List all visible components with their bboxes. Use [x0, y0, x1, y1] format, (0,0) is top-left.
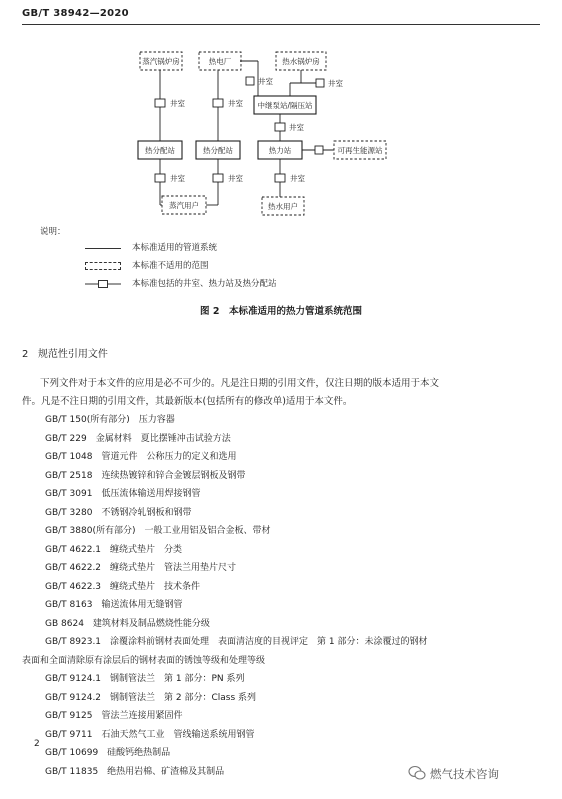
- well-label: 井室: [290, 174, 305, 183]
- well-label: 井室: [228, 174, 243, 183]
- watermark-text: 燃气技术咨询: [430, 767, 499, 781]
- figure-caption: 图 2 本标准适用的热力管道系统范围: [200, 306, 362, 317]
- node-heat-station-label: 热力站: [268, 146, 292, 155]
- legend-item-label: 本标准适用的管道系统: [132, 243, 218, 253]
- reference-title: 绝热用岩棉、矿渣棉及其制品: [107, 766, 225, 777]
- wechat-icon: [408, 765, 426, 781]
- reference-title: 硅酸钙绝热制品: [107, 748, 171, 758]
- reference-code: GB/T 4622.3: [45, 581, 102, 592]
- reference-code: GB/T 229: [45, 433, 87, 444]
- intro-line-2: 件。凡是不注日期的引用文件，其最新版本(包括所有的修改单)适用于本文件。: [22, 396, 353, 407]
- well-chamber-icon: [213, 174, 223, 182]
- reference-item: [45, 597, 182, 610]
- reference-title: 钢制管法兰 第 1 部分：PN 系列: [110, 674, 245, 684]
- solid-line-icon: [85, 248, 121, 249]
- node-renewable-label: 可再生能源站: [337, 146, 383, 155]
- reference-title: 缠绕式垫片 分类: [110, 544, 183, 555]
- node-relay-pump-label: 中继泵站/隔压站: [257, 101, 313, 110]
- reference-code: GB/T 3880(所有部分): [45, 526, 136, 536]
- legend-title: 说明：: [40, 227, 66, 237]
- page-number: 2: [34, 739, 40, 749]
- well-label: 井室: [289, 123, 304, 132]
- reference-title: 压力容器: [138, 415, 175, 425]
- reference-code: GB/T 4622.1: [45, 544, 102, 555]
- well-label: 井室: [258, 77, 273, 86]
- section-title: 规范性引用文件: [37, 349, 108, 360]
- well-chamber-icon: [155, 99, 165, 107]
- well-label: 井室: [228, 99, 243, 108]
- reference-code: GB/T 2518: [45, 470, 93, 481]
- reference-item: [45, 431, 231, 444]
- reference-title: 涂覆涂料前钢材表面处理 表面清洁度的目视评定 第 1 部分：未涂覆过的钢材: [110, 637, 428, 647]
- reference-title: 钢制管法兰 第 2 部分：Class 系列: [110, 692, 257, 703]
- reference-code: GB/T 3091: [45, 489, 93, 499]
- reference-title: 缠绕式垫片 技术条件: [110, 581, 201, 592]
- reference-item: [45, 616, 210, 629]
- reference-item: [45, 412, 175, 425]
- node-thermal-plant-label: 热电厂: [208, 57, 232, 66]
- well-chamber-icon: [315, 146, 323, 154]
- reference-item: [45, 523, 270, 536]
- well-label: 井室: [170, 174, 185, 183]
- legend-item-label: 本标准包括的井室、热力站及热分配站: [132, 279, 277, 289]
- node-hot-water-boiler-label: 热水锅炉房: [282, 57, 320, 66]
- reference-code: GB/T 9124.2: [45, 692, 102, 703]
- reference-item: [45, 634, 427, 647]
- reference-item: [45, 745, 170, 758]
- reference-title: 石油天然气工业 管线输送系统用钢管: [101, 729, 255, 740]
- well-chamber-icon: [155, 174, 165, 182]
- reference-item: [45, 560, 236, 573]
- reference-code: GB 8624: [45, 618, 84, 629]
- reference-title: 低压流体输送用焊接钢管: [101, 489, 201, 499]
- reference-item: [45, 671, 245, 684]
- well-chamber-icon: [246, 77, 254, 85]
- node-hot-water-user-label: 热水用户: [268, 202, 298, 211]
- reference-code: GB/T 9125: [45, 711, 93, 721]
- node-heat-dist-1-label: 热分配站: [145, 146, 175, 155]
- reference-code: GB/T 9711: [45, 729, 93, 740]
- intro-line-1: 下列文件对于本文件的应用是必不可少的。凡是注日期的引用文件，仅注日期的版本适用于本文: [40, 378, 440, 389]
- reference-item: [45, 764, 224, 777]
- legend-item-applicable: [85, 241, 385, 255]
- reference-title: 输送流体用无缝钢管: [101, 600, 183, 610]
- reference-title: 金属材料 夏比摆锤冲击试验方法: [95, 433, 231, 444]
- legend-item-not-applicable: [85, 259, 385, 273]
- section-number: 2: [22, 349, 29, 360]
- well-chamber-icon: [316, 79, 324, 87]
- dashed-box-icon: [85, 262, 121, 270]
- reference-code: GB/T 8163: [45, 600, 93, 610]
- reference-title: 建筑材料及制品燃烧性能分级: [92, 618, 210, 629]
- reference-title: 不锈钢冷轧钢板和钢带: [101, 507, 192, 518]
- reference-title: 缠绕式垫片 管法兰用垫片尺寸: [110, 563, 237, 573]
- reference-item: [45, 542, 182, 555]
- well-chamber-icon: [213, 99, 223, 107]
- reference-item: [45, 486, 200, 499]
- reference-title: 管法兰连接用紧固件: [101, 711, 183, 721]
- reference-item: [45, 727, 254, 740]
- node-heat-dist-2-label: 热分配站: [203, 146, 233, 155]
- reference-title: 连续热镀锌和锌合金镀层钢板及钢带: [101, 470, 246, 481]
- reference-code: GB/T 150(所有部分): [45, 415, 130, 425]
- reference-title: 管道元件 公称压力的定义和选用: [101, 452, 237, 462]
- well-chamber-icon: [85, 280, 121, 288]
- reference-item: [45, 449, 236, 462]
- reference-item: [45, 505, 191, 518]
- section-heading: [22, 345, 108, 360]
- reference-code: GB/T 8923.1: [45, 637, 102, 647]
- reference-continuation: 表面和全面清除原有涂层后的钢材表面的锈蚀等级和处理等级: [22, 655, 266, 666]
- reference-code: GB/T 11835: [45, 766, 99, 777]
- reference-item: [45, 468, 245, 481]
- reference-code: GB/T 1048: [45, 452, 93, 462]
- well-label: 井室: [328, 79, 343, 88]
- reference-code: GB/T 3280: [45, 507, 93, 518]
- reference-code: GB/T 10699: [45, 748, 99, 758]
- well-chamber-icon: [275, 123, 285, 131]
- node-steam-user-label: 蒸汽用户: [169, 201, 199, 210]
- reference-item: [45, 579, 200, 592]
- well-label: 井室: [170, 99, 185, 108]
- reference-code: GB/T 4622.2: [45, 563, 102, 573]
- reference-title: 一般工业用铝及铝合金板、带材: [144, 526, 271, 536]
- legend-item-label: 本标准不适用的范围: [132, 261, 209, 271]
- heating-system-diagram: [0, 0, 562, 230]
- reference-item: [45, 690, 256, 703]
- legend-item-well-chamber: [85, 277, 385, 291]
- standard-code-header: GB/T 38942—2020: [22, 8, 129, 19]
- well-chamber-icon: [275, 174, 285, 182]
- node-steam-boiler-label: 蒸汽锅炉房: [142, 57, 180, 66]
- reference-item: [45, 708, 182, 721]
- reference-code: GB/T 9124.1: [45, 674, 102, 684]
